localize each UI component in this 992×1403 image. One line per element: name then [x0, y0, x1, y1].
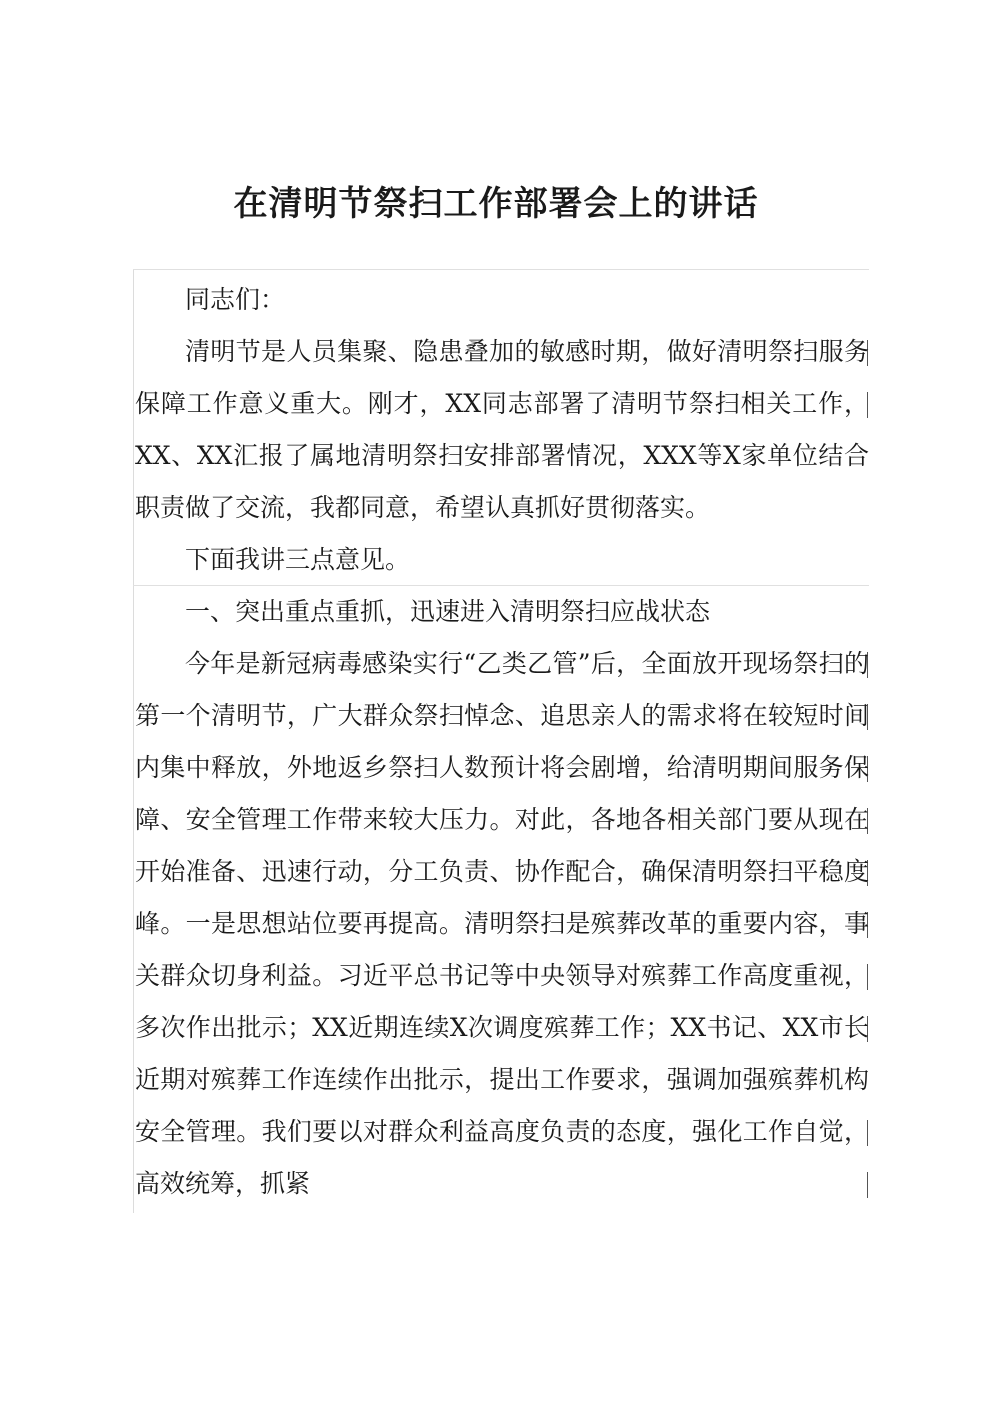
paragraph-intro: 清明节是人员集聚、隐患叠加的敏感时期，做好清明祭扫服务保障工作意义重大。刚才，XX同志部署了清明节祭扫相关工作，XX、XX汇报了属地清明祭扫安排部署情况，XXX等X家单位结合职责做了交流，我都同意，希望认真抓好贯彻落实。 — [135, 337, 869, 522]
section-one-block — [135, 586, 869, 1210]
salutation: 同志们： — [185, 285, 286, 314]
opening-block — [135, 274, 869, 586]
section-paragraph: 今年是新冠病毒感染实行“乙类乙管”后，全面放开现场祭扫的第一个清明节，广大群众祭扫悼念、追思亲人的需求将在较短时间内集中释放，外地返乡祭扫人数预计将会剧增，给清明期间服务保障、安全管理工作带来较大压力。对此，各地各相关部门要从现在开始准备、迅速行动，分工负责、协作配合，确保清明祭扫平稳度峰。一是思想站位要再提高。清明祭扫是殡葬改革的重要内容，事关群众切身利益。习近平总书记等中央领导对殡葬工作高度重视，多次作出批示；XX近期连续X次调度殡葬工作；XX书记、XX市长近期对殡葬工作连续作出批示，提出工作要求，强调加强殡葬机构安全管理。我们要以对群众利益高度负责的态度，强化工作自觉，高效统筹，抓紧 — [135, 649, 869, 1198]
top-divider — [133, 269, 869, 270]
document-title: 在清明节祭扫工作部署会上的讲话 — [233, 184, 759, 224]
section-heading: 一、突出重点重抓，迅速进入清明祭扫应战状态 — [185, 597, 711, 626]
paragraph-outline: 下面我讲三点意见。 — [185, 545, 411, 574]
